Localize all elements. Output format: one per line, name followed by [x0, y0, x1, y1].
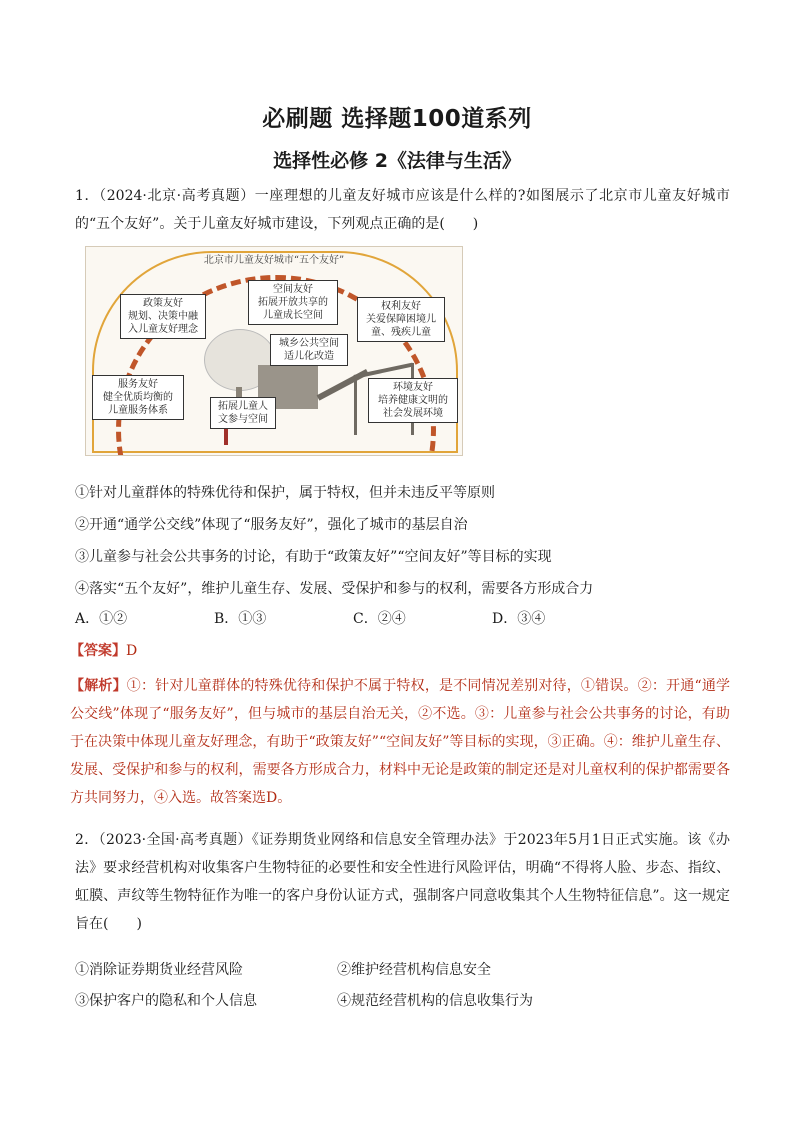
q1-statement-4: ④落实“五个友好”，维护儿童生存、发展、受保护和参与的权利，需要各方形成合力: [75, 581, 594, 597]
swing-post-left: [354, 377, 357, 435]
q2-stem: 2．（2023·全国·高考真题）《证券期货业网络和信息安全管理办法》于2023年5月1日正式实施。该《办法》要求经营机构对收集客户生物特征的必要性和安全性进行风险评估，明确“不得将人脸、步态、指纹、虹膜、声纹等生物特征作为唯一的客户身份认证方式，强制客户同意收集其个人生物特征信息”。这一规定旨在( ): [75, 832, 730, 932]
option-b: B．①③: [214, 611, 267, 627]
q2-statement-1: ①消除证券期货业经营风险: [75, 962, 243, 978]
analysis-tag: 【解析】: [70, 678, 127, 694]
q2-statement-2: ②维护经营机构信息安全: [337, 962, 491, 978]
page-title: 必刷题 选择题100道系列: [262, 106, 532, 132]
q2-statement-4: ④规范经营机构的信息收集行为: [337, 993, 533, 1009]
option-d: D．③④: [492, 611, 546, 627]
q2-statement-3: ③保护客户的隐私和个人信息: [75, 993, 257, 1009]
q1-analysis: [70, 672, 730, 812]
answer-value: D: [126, 643, 138, 659]
rights-friendly-box: 权利友好 关爱保障困境儿 童、残疾儿童: [357, 297, 445, 342]
q1-answer: [70, 641, 137, 661]
option-a: A．①②: [75, 611, 128, 627]
space-friendly-box: 空间友好 拓展开放共享的 儿童成长空间: [248, 280, 338, 325]
q1-statement-3: ③儿童参与社会公共事务的讨论，有助于“政策友好”“空间友好”等目标的实现: [75, 549, 552, 565]
environment-friendly-box: 环境友好 培养健康文明的 社会发展环境: [368, 378, 458, 423]
policy-friendly-box: 政策友好 规划、决策中融 入儿童友好理念: [120, 294, 206, 339]
child-figure: [224, 429, 228, 445]
figure-title: 北京市儿童友好城市“五个友好”: [86, 251, 462, 266]
q1-options: [75, 609, 631, 629]
page-subtitle: 选择性必修 2《法律与生活》: [273, 150, 521, 172]
q1-statement-2: ②开通“通学公交线”体现了“服务友好”，强化了城市的基层自治: [75, 517, 468, 533]
option-c: C．②④: [353, 611, 406, 627]
expand-space-box: 拓展儿童人 文参与空间: [210, 397, 276, 429]
answer-tag: 【答案】: [70, 643, 126, 659]
analysis-text: ①：针对儿童群体的特殊优待和保护不属于特权，是不同情况差别对待，①错误。②：开通“通学公交线”体现了“服务友好”，但与城市的基层自治无关，②不选。③：儿童参与社会公共事务的讨论，有助于在决策中体现儿童友好理念，有助于“政策友好”“空间友好”等目标的实现，③正确。④：维护儿童生存、发展、受保护和参与的权利，需要各方形成合力，材料中无论是政策的制定还是对儿童权利的保护都需要各方共同努力，④入选。故答案选D。: [70, 678, 731, 806]
five-friendly-figure: [85, 246, 463, 456]
q1-stem: 1．（2024·北京·高考真题）一座理想的儿童友好城市应该是什么样的?如图展示了北京市儿童友好城市的“五个友好”。关于儿童友好城市建设，下列观点正确的是( ): [75, 188, 730, 232]
q1-statement-1: ①针对儿童群体的特殊优待和保护，属于特权，但并未违反平等原则: [75, 485, 495, 501]
service-friendly-box: 服务友好 健全优质均衡的 儿童服务体系: [92, 375, 184, 420]
urban-space-box: 城乡公共空间 适儿化改造: [270, 334, 348, 366]
